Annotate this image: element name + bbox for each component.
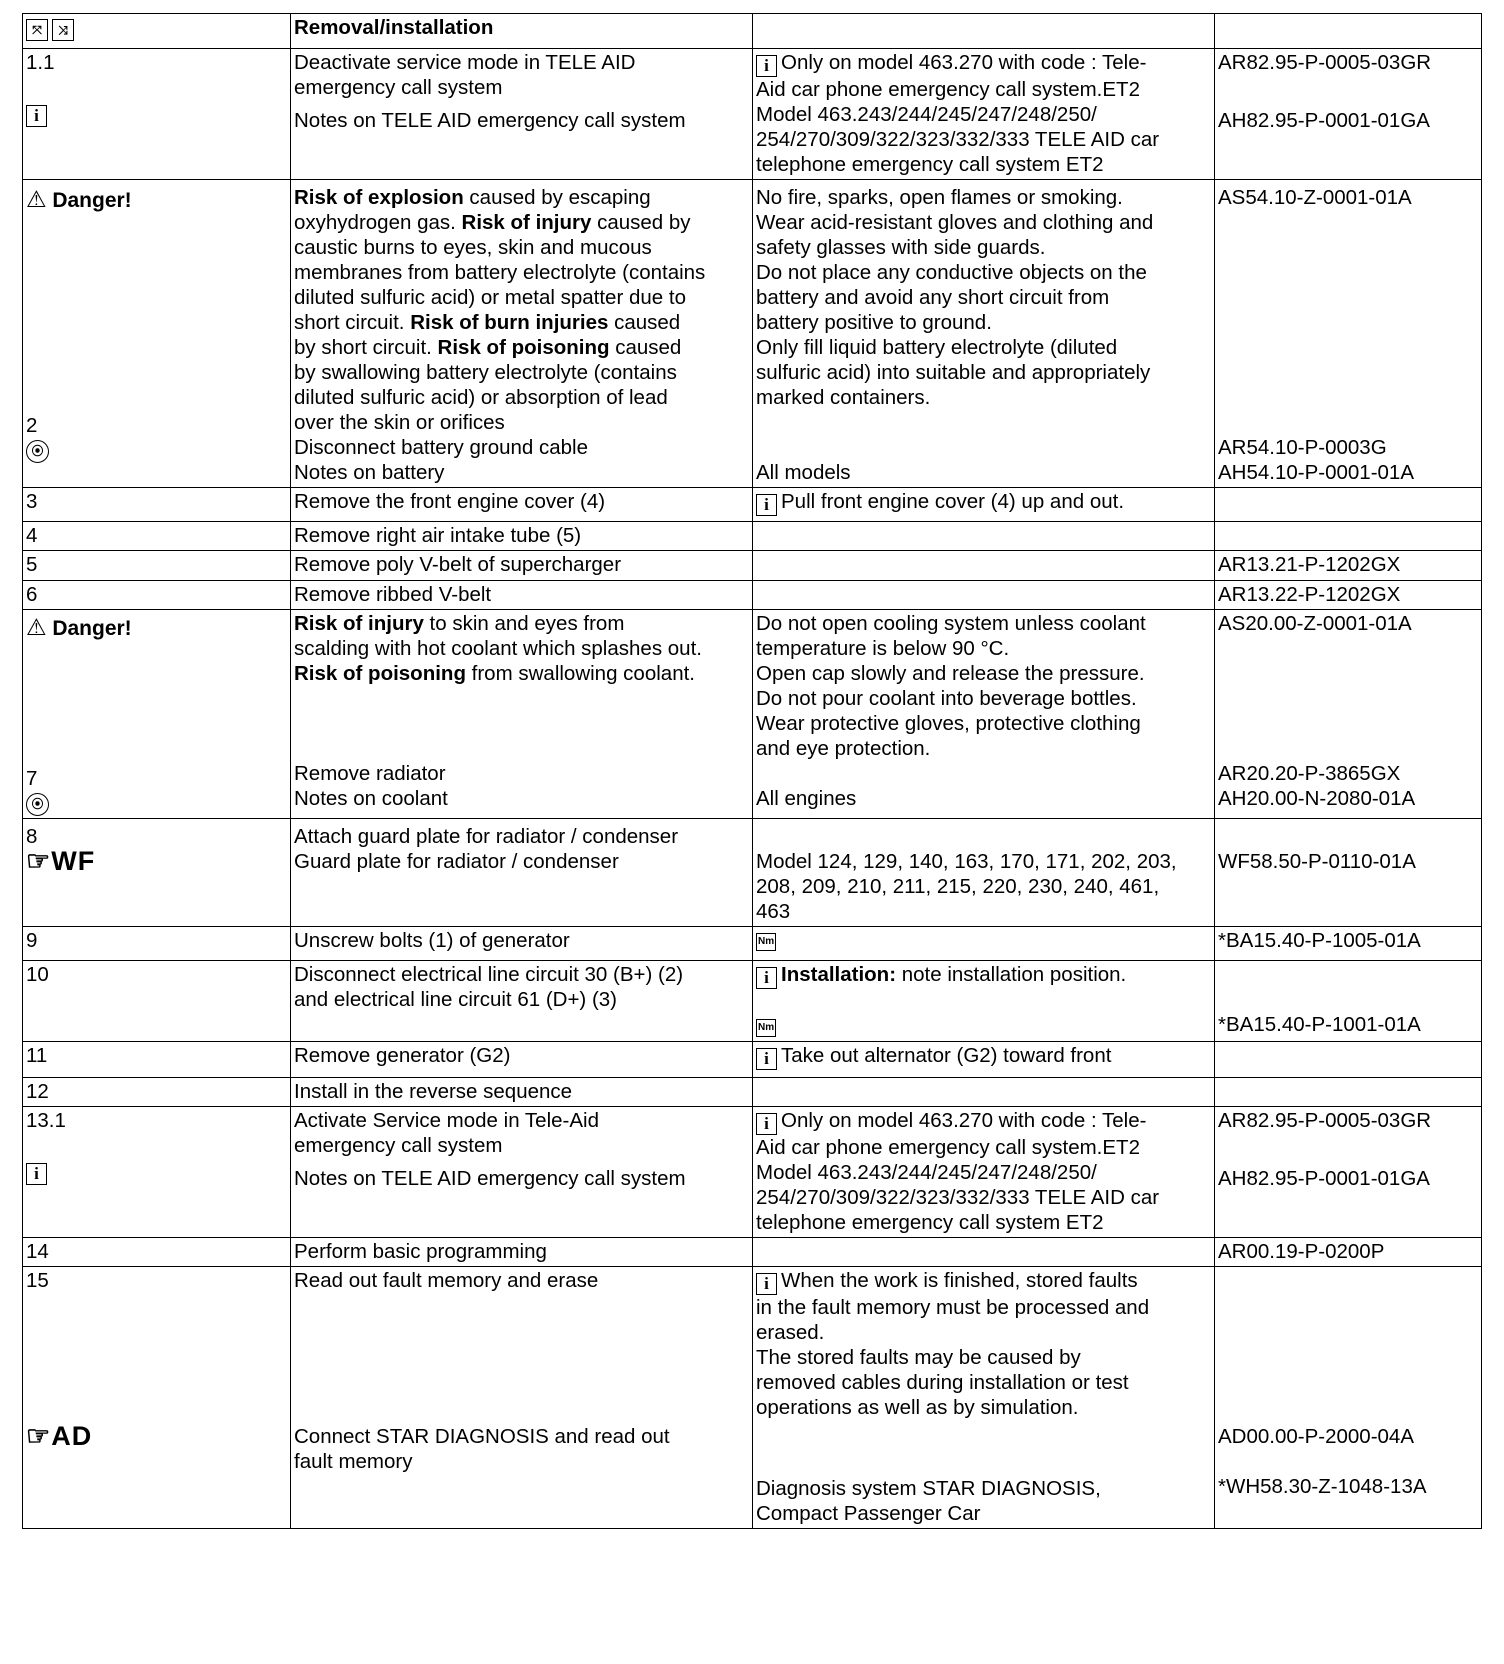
collapse-all-icon[interactable]: ⤨ xyxy=(52,19,74,41)
table-row: 11 Remove generator (G2) i Take out alternator (G2) toward front xyxy=(23,1042,1482,1078)
table-row: 6 Remove ribbed V-belt AR13.22-P-1202GX xyxy=(23,581,1482,610)
procedure-table xyxy=(22,13,1482,1529)
table-row: 3 Remove the front engine cover (4) i Pull front engine cover (4) up and out. xyxy=(23,488,1482,522)
info-icon[interactable]: i xyxy=(26,1163,47,1185)
doc-ref-link[interactable]: AR82.95-P-0005-03GR xyxy=(1218,51,1432,74)
doc-ref-link[interactable]: AR82.95-P-0005-03GR xyxy=(1218,1109,1432,1133)
warning-icon: ⚠ xyxy=(26,186,47,212)
doc-ref-link[interactable]: AH20.00-N-2080-01A xyxy=(1218,787,1416,810)
header-title-cell xyxy=(291,14,753,49)
table-row: ⚠ Danger! 2 ⦿ Risk of explosion caused by escaping oxyhydrogen gas. Risk of injury caused by caustic burns to eyes, skin and mucous membranes from battery electrolyte (contains diluted sulfuric acid) or metal spatter due to short circuit. Risk of burn injuries caused by short circuit. Risk of poisoning caused by swallowing battery electrolyte (contains diluted sulfuric acid) or absorption of lead over the skin or orifices Disconnect battery ground cable Notes on battery No fire, sparks, open flames or smoking. Wear acid-resistant gloves and clothing and safety glasses with side guards. Do not place any conductive objects on the battery and avoid any short circuit from battery positive to ground. Only fill liquid battery electrolyte (diluted sulfuric acid) into suitable and appropriately marked containers. All models AS54.10-Z-0001-01A AR54.10-P-0003G AH54.10-P-0001-01A xyxy=(23,180,1482,488)
info-icon: i xyxy=(756,1048,777,1070)
doc-ref-link[interactable]: AH82.95-P-0001-01GA xyxy=(1218,1167,1430,1191)
torque-icon[interactable]: Nm xyxy=(756,1019,776,1037)
expand-collapse-cell xyxy=(23,14,291,49)
table-row: 1.1 i Deactivate service mode in TELE AID emergency call system Notes on TELE AID emergency call system i Only on model 463.270 with code : Tele- Aid car phone emergency call system.ET2 Model 463.243/244/245/247/248/250/ 254/270/309/322/323/332/333 TELE AID car telephone emergency call system ET2 AR82.95-P-0005-03GR AH82.95-P-0001-01GA xyxy=(23,49,1482,180)
table-row: 12 Install in the reverse sequence xyxy=(23,1078,1482,1107)
hand-pointer-icon: ☞ xyxy=(26,1421,52,1452)
battery-notes-icon[interactable]: ⦿ xyxy=(26,440,49,463)
doc-ref-link[interactable]: AH54.10-P-0001-01A xyxy=(1218,461,1415,484)
header-row xyxy=(23,14,1482,49)
warning-icon: ⚠ xyxy=(26,614,47,640)
info-icon: i xyxy=(756,967,777,989)
doc-ref-link[interactable]: AR13.22-P-1202GX xyxy=(1215,581,1482,610)
header-title: Removal/installation xyxy=(294,16,494,39)
expand-all-icon[interactable]: ⤧ xyxy=(26,19,48,41)
info-icon: i xyxy=(756,1273,777,1295)
coolant-notes-icon[interactable]: ⦿ xyxy=(26,793,49,816)
doc-ref-link[interactable]: AR20.20-P-3865GX xyxy=(1218,762,1401,785)
doc-ref-link[interactable]: *WH58.30-Z-1048-13A xyxy=(1218,1475,1427,1499)
info-icon: i xyxy=(756,1113,777,1135)
table-row: 9 Unscrew bolts (1) of generator Nm *BA15.40-P-1005-01A xyxy=(23,927,1482,961)
table-row: 14 Perform basic programming AR00.19-P-0200P xyxy=(23,1238,1482,1267)
doc-ref-link[interactable]: AR00.19-P-0200P xyxy=(1215,1238,1482,1267)
doc-ref-link[interactable]: *BA15.40-P-1005-01A xyxy=(1215,927,1482,961)
torque-icon[interactable]: Nm xyxy=(756,933,776,951)
table-row: 10 Disconnect electrical line circuit 30 (B+) (2) and electrical line circuit 61 (D+) (3) i Installation: note installation position. Nm *BA15.40-P-1001-01A xyxy=(23,961,1482,1042)
hand-pointer-icon: ☞ xyxy=(26,846,52,877)
table-row: ⚠ Danger! 7 ⦿ Risk of injury to skin and eyes from scalding with hot coolant which splashes out. Risk of poisoning from swallowing coolant. Remove radiator Notes on coolant Do not open cooling system unless coolant temperature is below 90 °C. Open cap slowly and release the pressure. Do not pour coolant into beverage bottles. Wear protective gloves, protective clothing and eye protection. All engines AS20.00-Z-0001-01A AR20.20-P-3865GX AH20.00-N-2080-01A xyxy=(23,610,1482,819)
doc-ref-link[interactable]: AS54.10-Z-0001-01A xyxy=(1218,186,1412,209)
info-icon[interactable]: i xyxy=(26,105,47,127)
table-row: 15 ☞AD Read out fault memory and erase Connect STAR DIAGNOSIS and read out fault memory i When the work is finished, stored faults in the fault memory must be processed and erased. The stored faults may be caused by removed cables during installation or test operations as well as by simulation. Diagnosis system STAR DIAGNOSIS, Compact Passenger Car AD00.00-P-2000-04A *WH58.30-Z-1048-13A xyxy=(23,1267,1482,1529)
table-row: 13.1 i Activate Service mode in Tele-Aid emergency call system Notes on TELE AID emergency call system i Only on model 463.270 with code : Tele- Aid car phone emergency call system.ET2 Model 463.243/244/245/247/248/250/ 254/270/309/322/323/332/333 TELE AID car telephone emergency call system ET2 AR82.95-P-0005-03GR AH82.95-P-0001-01GA xyxy=(23,1107,1482,1238)
doc-ref-link[interactable]: AH82.95-P-0001-01GA xyxy=(1218,109,1430,132)
table-row: 5 Remove poly V-belt of supercharger AR13.21-P-1202GX xyxy=(23,551,1482,581)
doc-ref-link[interactable]: AD00.00-P-2000-04A xyxy=(1218,1425,1415,1449)
table-row: 8 ☞WF Attach guard plate for radiator / condenser Guard plate for radiator / condenser Model 124, 129, 140, 163, 170, 171, 202, 203, 208, 209, 210, 211, 215, 220, 230, 240, 461, 463 WF58.50-P-0110-01A xyxy=(23,819,1482,927)
table-row: 4 Remove right air intake tube (5) xyxy=(23,522,1482,551)
info-icon: i xyxy=(756,55,777,77)
info-icon: i xyxy=(756,494,777,516)
doc-ref-link[interactable]: AR54.10-P-0003G xyxy=(1218,436,1387,459)
doc-ref-link[interactable]: AR13.21-P-1202GX xyxy=(1215,551,1482,581)
doc-ref-link[interactable]: WF58.50-P-0110-01A xyxy=(1218,850,1416,874)
doc-ref-link[interactable]: AS20.00-Z-0001-01A xyxy=(1218,612,1412,635)
doc-ref-link[interactable]: *BA15.40-P-1001-01A xyxy=(1218,1013,1421,1037)
